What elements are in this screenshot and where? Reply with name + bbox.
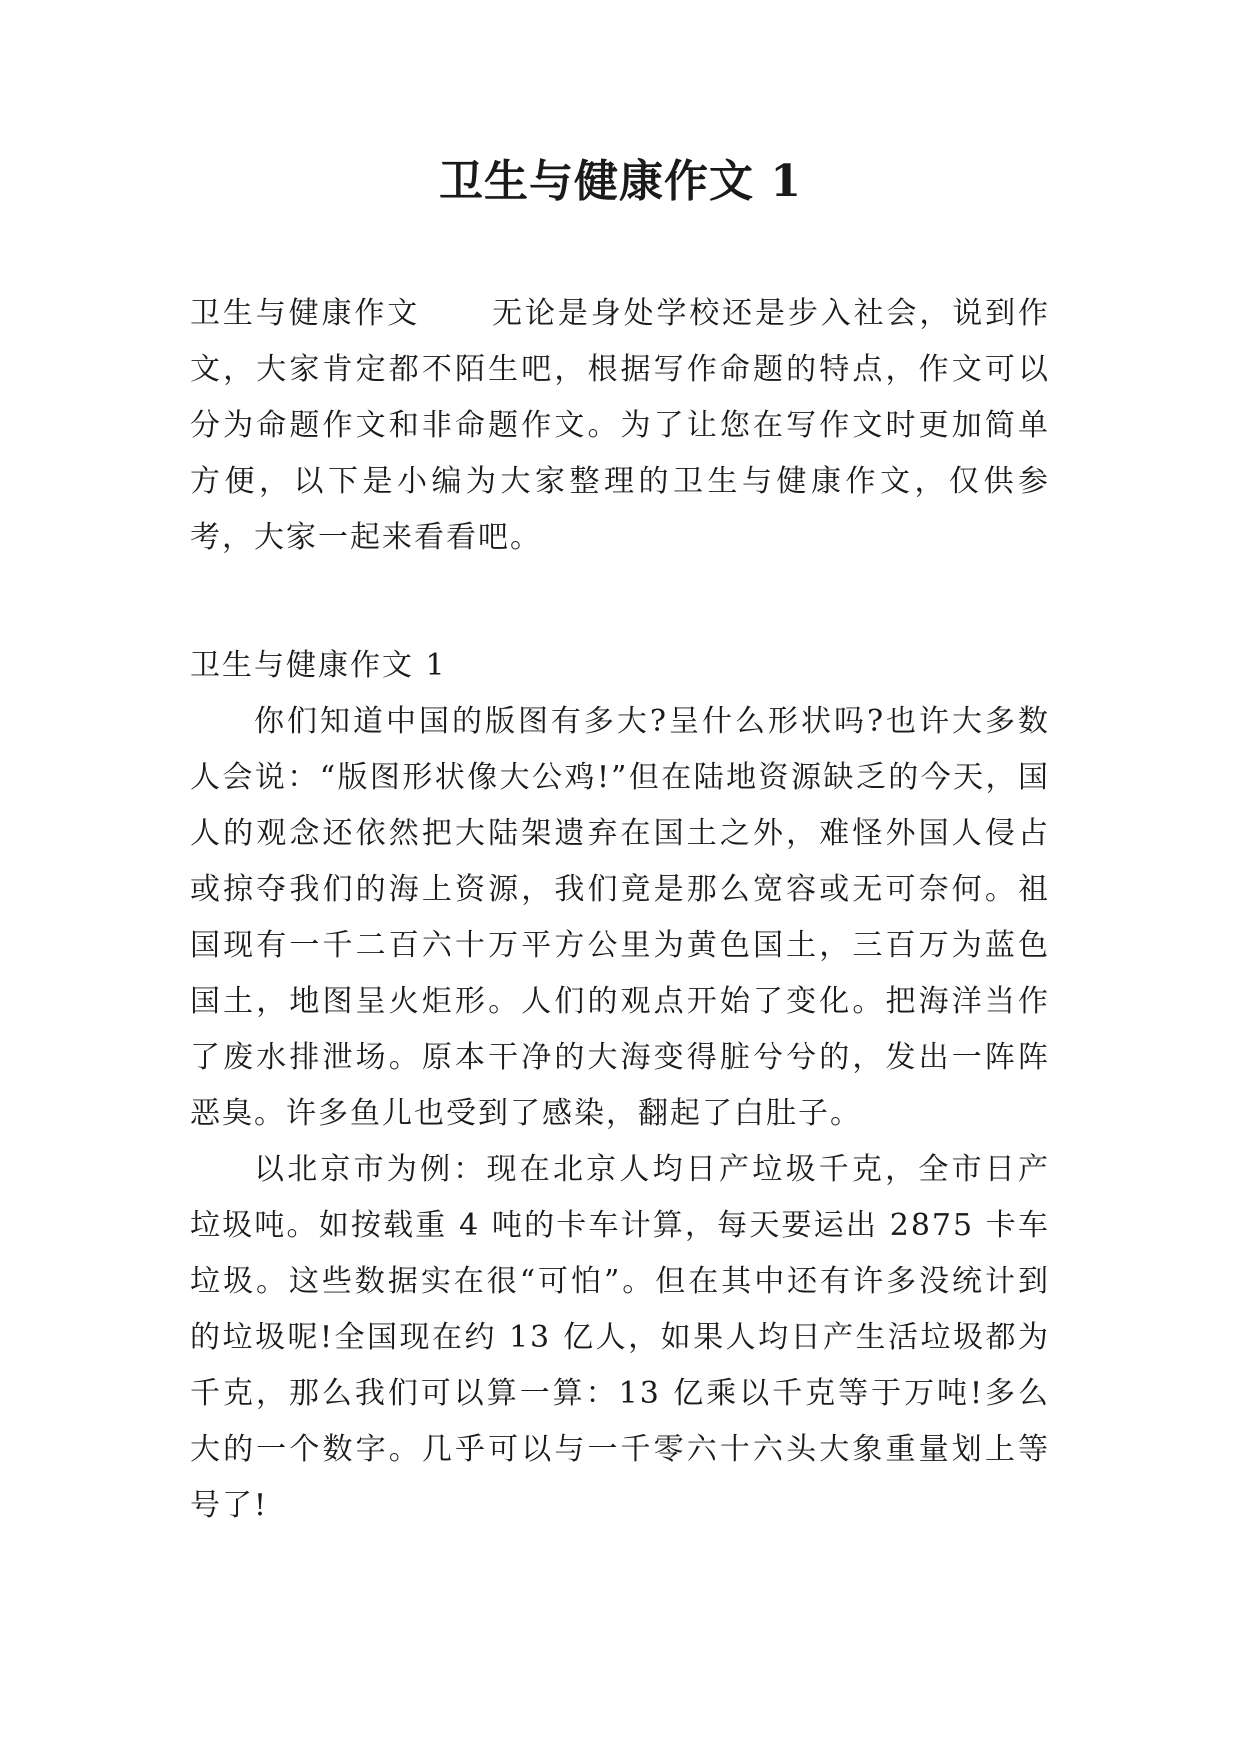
- intro-paragraph: [190, 286, 1050, 566]
- intro-text: 无论是身处学校还是步入社会，说到作文，大家肯定都不陌生吧，根据写作命题的特点，作文可以分为命题作文和非命题作文。为了让您在写作文时更加简单方便，以下是小编为大家整理的卫生与健康作文，仅供参考，大家一起来看看吧。: [190, 296, 1051, 555]
- body-paragraph: 你们知道中国的版图有多大?呈什么形状吗?也许大多数人会说：“版图形状像大公鸡!”但在陆地资源缺乏的今天，国人的观念还依然把大陆架遗弃在国土之外，难怪外国人侵占或掠夺我们的海上资源，我们竟是那么宽容或无可奈何。祖国现有一千二百六十万平方公里为黄色国土，三百万为蓝色国土，地图呈火炬形。人们的观点开始了变化。把海洋当作了废水排泄场。原本干净的大海变得脏兮兮的，发出一阵阵恶臭。许多鱼儿也受到了感染，翻起了白肚子。: [190, 704, 1050, 1131]
- section-heading: 卫生与健康作文 1: [190, 648, 447, 683]
- document-title: 卫生与健康作文 1: [439, 156, 802, 207]
- body-paragraph: 以北京市为例：现在北京人均日产垃圾千克，全市日产垃圾吨。如按载重 4 吨的卡车计算，每天要运出 2875 卡车垃圾。这些数据实在很“可怕”。但在其中还有许多没统计到的垃圾呢!全国现在约 13 亿人，如果人均日产生活垃圾都为千克，那么我们可以算一算：13 亿乘以千克等于万吨!多么大的一个数字。几乎可以与一千零六十六头大象重量划上等号了!: [190, 1152, 1050, 1523]
- intro-lead: 卫生与健康作文: [190, 296, 421, 331]
